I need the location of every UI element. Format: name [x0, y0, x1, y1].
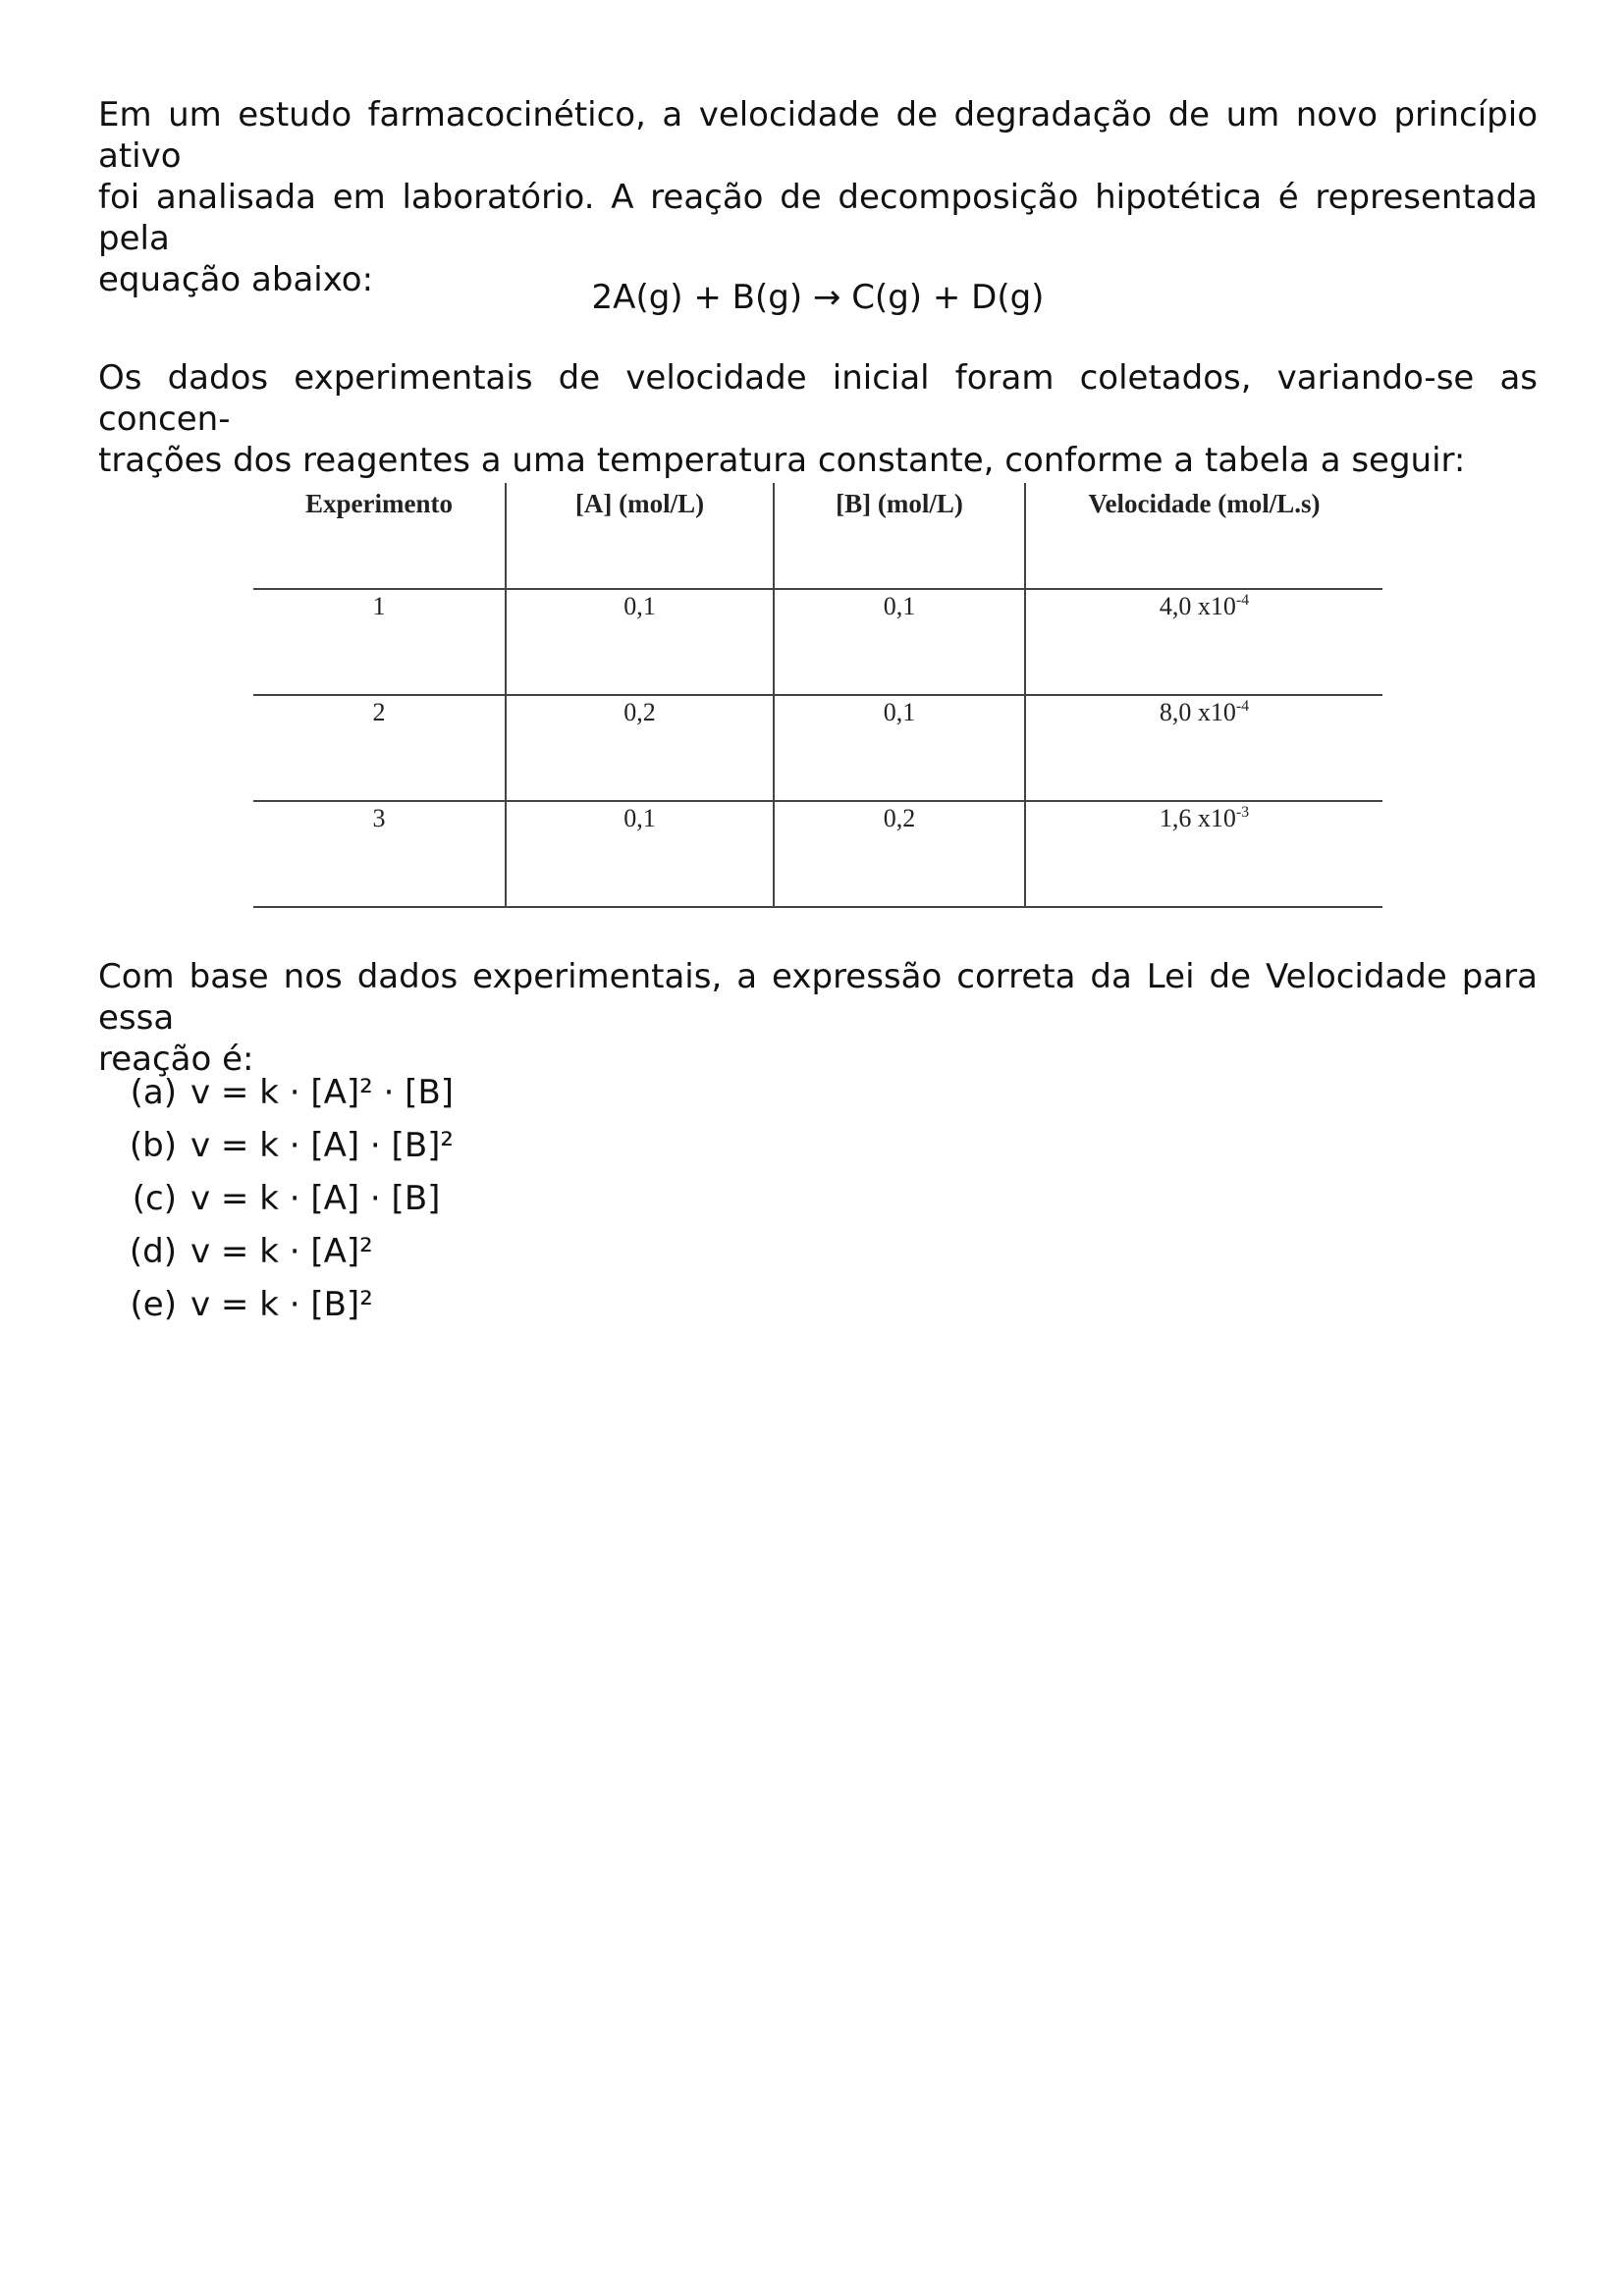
cell-velocidade	[1025, 801, 1382, 907]
velocidade-base: 1,6 x10	[1159, 804, 1236, 832]
cell-a: 0,2	[506, 695, 774, 801]
header-b-concentration: [B] (mol/L)	[774, 483, 1025, 589]
option-letter: (d)	[129, 1232, 177, 1271]
cell-experimento: 1	[253, 589, 506, 695]
option-letter: (b)	[129, 1126, 177, 1165]
question-line: reação é:	[98, 1040, 254, 1079]
intro-paragraph	[98, 94, 1538, 300]
data-intro-line: Os dados experimentais de velocidade inicial foram coletados, variando-se as concen-	[98, 358, 1538, 439]
cell-a: 0,1	[506, 589, 774, 695]
velocidade-base: 8,0 x10	[1159, 698, 1236, 726]
option-letter: (a)	[130, 1073, 177, 1112]
cell-b: 0,1	[774, 589, 1025, 695]
cell-velocidade	[1025, 695, 1382, 801]
option-d[interactable]	[116, 1225, 454, 1278]
question-paragraph	[98, 956, 1538, 1080]
velocidade-exponent: -4	[1235, 698, 1250, 715]
option-expression: v = k · [A] · [B]²	[190, 1126, 455, 1165]
option-expression: v = k · [A]² · [B]	[190, 1073, 455, 1112]
header-experimento: Experimento	[253, 483, 506, 589]
answer-options	[116, 1066, 454, 1331]
cell-a: 0,1	[506, 801, 774, 907]
velocidade-exponent: -3	[1235, 804, 1250, 821]
option-a[interactable]	[116, 1066, 454, 1119]
cell-b: 0,2	[774, 801, 1025, 907]
table-row	[253, 801, 1382, 907]
velocidade-base: 4,0 x10	[1159, 592, 1236, 620]
intro-line: equação abaixo:	[98, 260, 374, 299]
option-expression: v = k · [A] · [B]	[190, 1179, 441, 1218]
option-expression: v = k · [A]²	[190, 1232, 373, 1271]
velocidade-exponent: -4	[1235, 592, 1250, 609]
reaction-equation: 2A(g) + B(g) → C(g) + D(g)	[591, 278, 1045, 317]
experiment-table	[253, 483, 1382, 908]
intro-line: foi analisada em laboratório. A reação de decomposição hipotética é representada pela	[98, 178, 1538, 258]
table-row	[253, 695, 1382, 801]
option-e[interactable]	[116, 1278, 454, 1331]
table-row	[253, 589, 1382, 695]
question-line: Com base nos dados experimentais, a expressão correta da Lei de Velocidade para essa	[98, 957, 1538, 1038]
option-letter: (c)	[132, 1179, 177, 1218]
option-expression: v = k · [B]²	[190, 1285, 373, 1324]
experiment-table-wrapper	[253, 483, 1382, 908]
option-c[interactable]	[116, 1172, 454, 1225]
cell-experimento: 2	[253, 695, 506, 801]
cell-b: 0,1	[774, 695, 1025, 801]
option-b[interactable]	[116, 1119, 454, 1172]
header-a-concentration: [A] (mol/L)	[506, 483, 774, 589]
header-velocidade: Velocidade (mol/L.s)	[1025, 483, 1382, 589]
option-letter: (e)	[130, 1285, 177, 1324]
data-intro-line: trações dos reagentes a uma temperatura constante, conforme a tabela a seguir:	[98, 441, 1466, 480]
cell-experimento: 3	[253, 801, 506, 907]
table-header-row	[253, 483, 1382, 589]
intro-line: Em um estudo farmacocinético, a velocidade de degradação de um novo princípio ativo	[98, 95, 1538, 176]
cell-velocidade	[1025, 589, 1382, 695]
data-intro-paragraph	[98, 357, 1538, 481]
